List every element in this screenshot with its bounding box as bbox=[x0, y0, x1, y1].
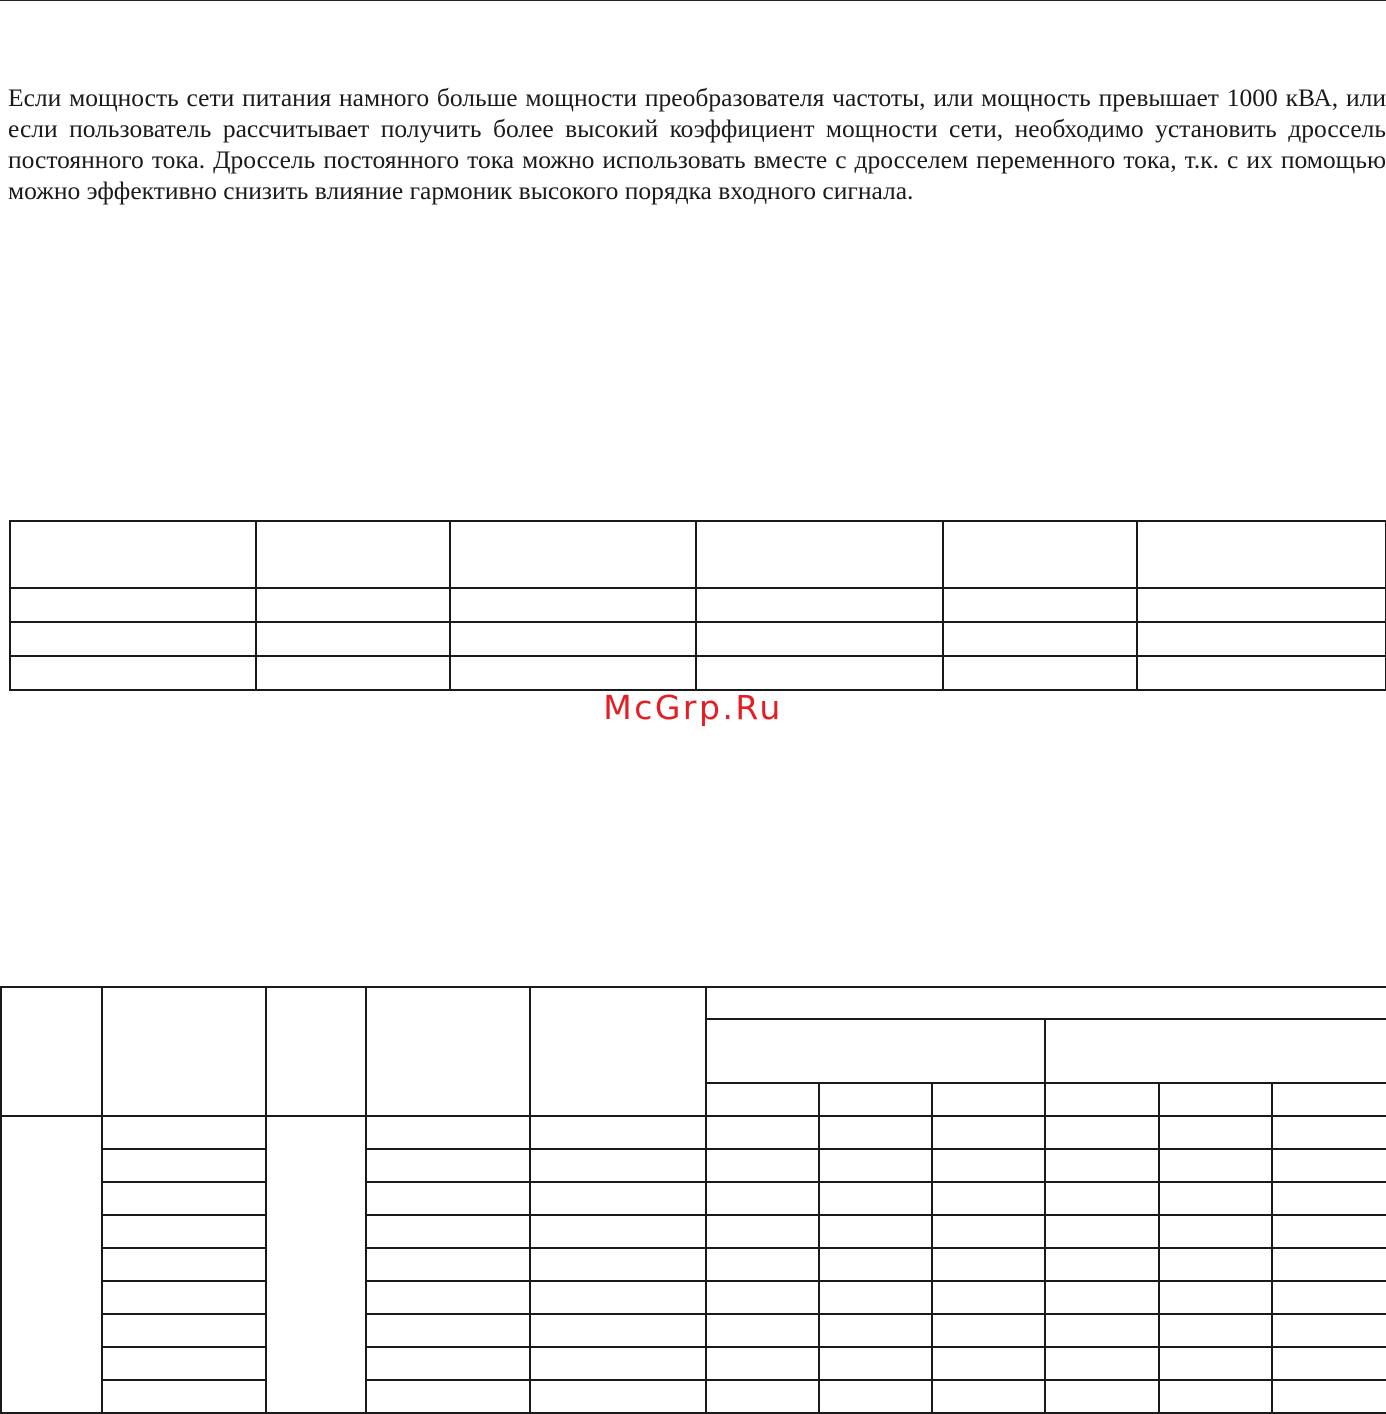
table-cell bbox=[1272, 1248, 1386, 1281]
header-subgroup-cell bbox=[1045, 1019, 1386, 1083]
table-row bbox=[1, 1116, 1386, 1149]
header-cell bbox=[1272, 1083, 1386, 1116]
table-cell bbox=[450, 656, 696, 690]
table-cell bbox=[1045, 1149, 1159, 1182]
table-row bbox=[1, 1182, 1386, 1215]
table-cell bbox=[1272, 1182, 1386, 1215]
table-cell bbox=[1272, 1380, 1386, 1413]
header-cell bbox=[530, 987, 706, 1116]
header-cell bbox=[696, 521, 943, 588]
table-cell bbox=[943, 588, 1137, 622]
table-cell bbox=[1137, 622, 1386, 656]
table-cell bbox=[1045, 1347, 1159, 1380]
table-cell bbox=[530, 1248, 706, 1281]
table-cell bbox=[366, 1380, 530, 1413]
table-cell bbox=[1045, 1248, 1159, 1281]
table-cell bbox=[102, 1215, 266, 1248]
table-cell bbox=[706, 1215, 819, 1248]
watermark-text: McGrp.Ru bbox=[603, 688, 783, 727]
table-cell bbox=[1272, 1149, 1386, 1182]
table-cell bbox=[102, 1248, 266, 1281]
reactor-table-1 bbox=[9, 520, 1386, 691]
table-cell bbox=[819, 1281, 932, 1314]
table-cell bbox=[706, 1281, 819, 1314]
table-cell bbox=[1045, 1281, 1159, 1314]
table-cell bbox=[450, 588, 696, 622]
table-cell bbox=[1137, 588, 1386, 622]
table-cell bbox=[696, 588, 943, 622]
table-cell bbox=[366, 1347, 530, 1380]
header-cell bbox=[1137, 521, 1386, 588]
table-cell bbox=[819, 1149, 932, 1182]
table-cell bbox=[706, 1380, 819, 1413]
table-cell bbox=[1159, 1314, 1272, 1347]
header-cell bbox=[932, 1083, 1045, 1116]
table-cell bbox=[819, 1314, 932, 1347]
table-cell bbox=[10, 656, 256, 690]
table-cell bbox=[366, 1116, 530, 1149]
table-cell bbox=[932, 1149, 1045, 1182]
header-cell bbox=[450, 521, 696, 588]
table-cell bbox=[266, 1116, 366, 1413]
table-row bbox=[10, 656, 1386, 690]
table-cell bbox=[706, 1314, 819, 1347]
table-cell bbox=[1159, 1347, 1272, 1380]
table-cell bbox=[450, 622, 696, 656]
table-header-row bbox=[10, 521, 1386, 588]
table-cell bbox=[1159, 1116, 1272, 1149]
table-cell bbox=[1159, 1248, 1272, 1281]
header-group-cell bbox=[706, 987, 1386, 1019]
table-cell bbox=[706, 1248, 819, 1281]
table-cell bbox=[819, 1116, 932, 1149]
table-cell bbox=[943, 622, 1137, 656]
table-cell bbox=[1272, 1116, 1386, 1149]
header-cell bbox=[102, 987, 266, 1116]
table-cell bbox=[1272, 1281, 1386, 1314]
table-cell bbox=[1045, 1116, 1159, 1149]
header-cell bbox=[706, 1083, 819, 1116]
table-cell bbox=[932, 1281, 1045, 1314]
table-row bbox=[1, 1314, 1386, 1347]
table-cell bbox=[102, 1149, 266, 1182]
table-row bbox=[10, 622, 1386, 656]
table-cell bbox=[706, 1347, 819, 1380]
table-cell bbox=[1159, 1215, 1272, 1248]
table-cell bbox=[819, 1182, 932, 1215]
table-cell bbox=[932, 1347, 1045, 1380]
table-cell bbox=[819, 1347, 932, 1380]
table-cell bbox=[819, 1215, 932, 1248]
table-cell bbox=[1159, 1149, 1272, 1182]
table-cell bbox=[102, 1380, 266, 1413]
table-cell bbox=[10, 622, 256, 656]
table-cell bbox=[819, 1380, 932, 1413]
table-cell bbox=[530, 1347, 706, 1380]
body-paragraph: Если мощность сети питания намного больше мощности преобразователя частоты, или мощность превышает 1000 кВА, или если пользователь рассчитывает получить более высокий коэффициент мощности сети, необходимо установить дроссель постоянного тока. Дроссель постоянного тока можно использовать вместе с дросселем переменного тока, т.к. с их помощью можно эффективно снизить влияние гармоник высокого порядка входного сигнала. bbox=[8, 83, 1386, 205]
table-cell bbox=[530, 1182, 706, 1215]
header-cell bbox=[366, 987, 530, 1116]
table-cell bbox=[102, 1182, 266, 1215]
table-cell bbox=[366, 1215, 530, 1248]
header-cell bbox=[10, 521, 256, 588]
header-cell bbox=[1, 987, 102, 1116]
table-row bbox=[1, 1380, 1386, 1413]
header-cell bbox=[943, 521, 1137, 588]
table-row bbox=[1, 1281, 1386, 1314]
table-cell bbox=[10, 588, 256, 622]
table-cell bbox=[1137, 656, 1386, 690]
header-cell bbox=[1159, 1083, 1272, 1116]
reactor-table-2 bbox=[0, 986, 1386, 1414]
table-cell bbox=[696, 656, 943, 690]
header-cell bbox=[256, 521, 450, 588]
table-cell bbox=[696, 622, 943, 656]
table-cell bbox=[1272, 1314, 1386, 1347]
table-cell bbox=[530, 1281, 706, 1314]
table-cell bbox=[1045, 1182, 1159, 1215]
table-cell bbox=[1159, 1182, 1272, 1215]
table-cell bbox=[1045, 1215, 1159, 1248]
table-cell bbox=[932, 1215, 1045, 1248]
table-row bbox=[10, 588, 1386, 622]
header-cell bbox=[266, 987, 366, 1116]
header-subgroup-cell bbox=[706, 1019, 1045, 1083]
table-cell bbox=[366, 1182, 530, 1215]
header-cell bbox=[1045, 1083, 1159, 1116]
table-cell bbox=[102, 1314, 266, 1347]
table-cell bbox=[366, 1149, 530, 1182]
table-cell bbox=[366, 1314, 530, 1347]
table-cell bbox=[530, 1314, 706, 1347]
table-row bbox=[1, 1215, 1386, 1248]
table-cell bbox=[706, 1116, 819, 1149]
table-row bbox=[1, 1248, 1386, 1281]
table-cell bbox=[256, 622, 450, 656]
table-cell bbox=[366, 1281, 530, 1314]
table-cell bbox=[530, 1149, 706, 1182]
table-cell bbox=[256, 656, 450, 690]
table-cell bbox=[256, 588, 450, 622]
table-cell bbox=[706, 1182, 819, 1215]
table-cell bbox=[1272, 1347, 1386, 1380]
table-cell bbox=[102, 1347, 266, 1380]
table-row bbox=[1, 1347, 1386, 1380]
table-cell bbox=[932, 1314, 1045, 1347]
table-cell bbox=[1159, 1380, 1272, 1413]
header-cell bbox=[819, 1083, 932, 1116]
table-cell bbox=[102, 1281, 266, 1314]
table-cell bbox=[932, 1116, 1045, 1149]
table-cell bbox=[932, 1248, 1045, 1281]
table-cell bbox=[706, 1149, 819, 1182]
top-rule bbox=[0, 0, 1386, 1]
table-header-row bbox=[1, 987, 1386, 1019]
table-cell bbox=[1045, 1314, 1159, 1347]
table-cell bbox=[1159, 1281, 1272, 1314]
table-cell bbox=[102, 1116, 266, 1149]
table-cell bbox=[932, 1380, 1045, 1413]
table-cell bbox=[530, 1215, 706, 1248]
table-row bbox=[1, 1149, 1386, 1182]
table-cell bbox=[943, 656, 1137, 690]
table-cell bbox=[1045, 1380, 1159, 1413]
table-cell bbox=[530, 1116, 706, 1149]
table-cell bbox=[1272, 1215, 1386, 1248]
table-cell bbox=[819, 1248, 932, 1281]
table-cell bbox=[1, 1116, 102, 1413]
table-cell bbox=[932, 1182, 1045, 1215]
table-cell bbox=[366, 1248, 530, 1281]
table-cell bbox=[530, 1380, 706, 1413]
